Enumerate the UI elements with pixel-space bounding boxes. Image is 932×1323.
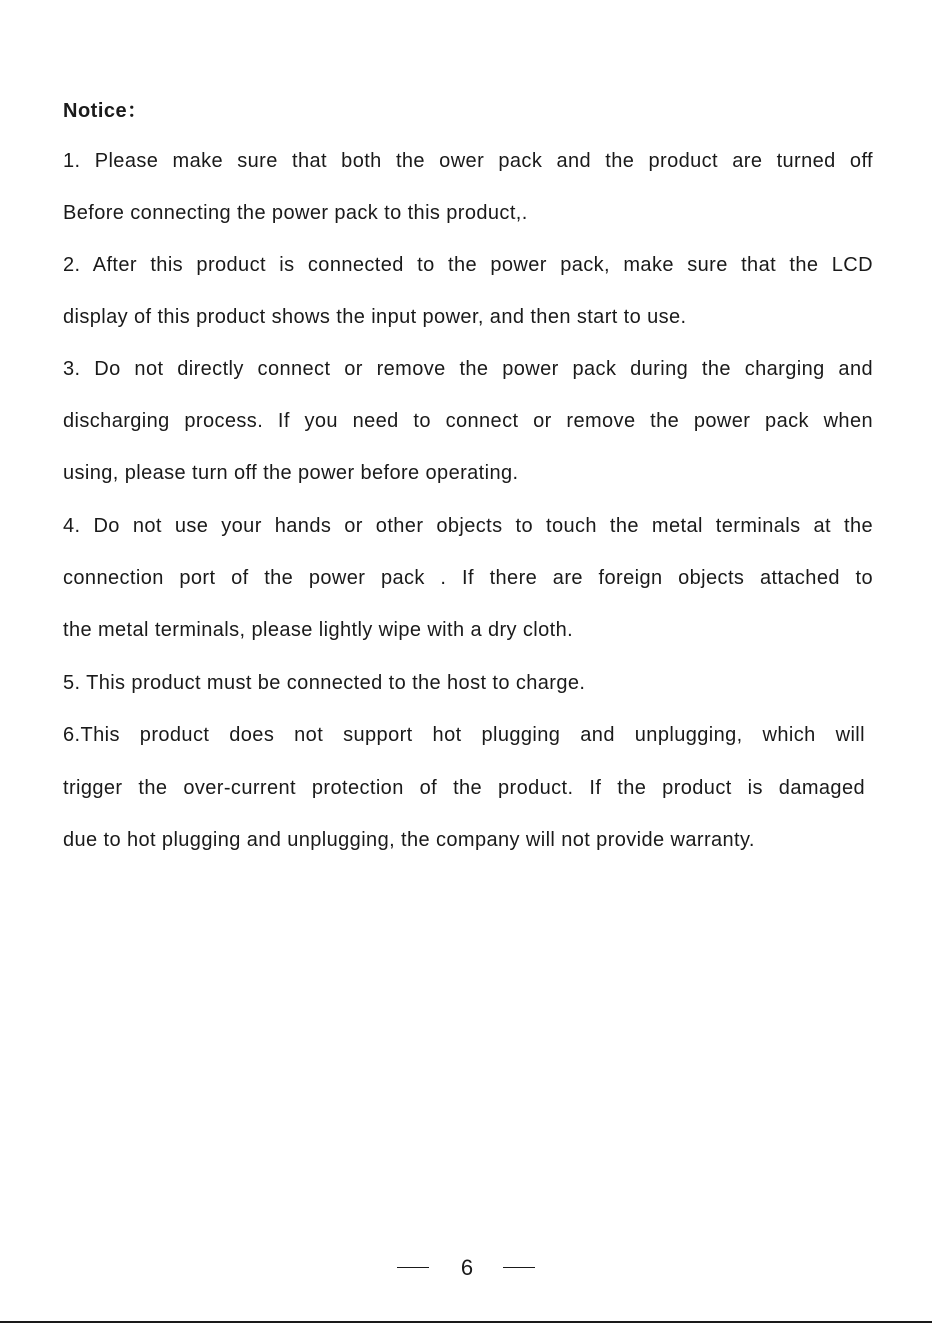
- notice-heading: [63, 94, 148, 123]
- notice-line: discharging process. If you need to connect or remove the power pack when: [63, 410, 873, 432]
- notice-line: display of this product shows the input power, and then start to use.: [63, 306, 687, 328]
- notice-line: 1. Please make sure that both the ower pack and the product are turned off: [63, 150, 873, 172]
- footer-rule-right: [503, 1267, 535, 1268]
- notice-line: connection port of the power pack . If there are foreign objects attached to: [63, 567, 873, 589]
- notice-line: 3. Do not directly connect or remove the power pack during the charging and: [63, 358, 873, 380]
- notice-line: Before connecting the power pack to this product,.: [63, 202, 528, 224]
- notice-line: 4. Do not use your hands or other objects to touch the metal terminals at the: [63, 515, 873, 537]
- notice-colon: ：: [127, 100, 148, 122]
- notice-line: 2. After this product is connected to the power pack, make sure that the LCD: [63, 254, 873, 276]
- footer-rule-left: [397, 1267, 429, 1268]
- notice-line: using, please turn off the power before operating.: [63, 462, 519, 484]
- notice-title-text: Notice: [63, 100, 128, 122]
- notice-line: the metal terminals, please lightly wipe with a dry cloth.: [63, 619, 574, 641]
- page-footer: [0, 1254, 932, 1284]
- notice-line: 6.This product does not support hot plugging and unplugging, which will: [63, 724, 865, 746]
- notice-line: trigger the over-current protection of the product. If the product is damaged: [63, 777, 865, 799]
- notice-line: 5. This product must be connected to the host to charge.: [63, 672, 586, 694]
- notice-line: due to hot plugging and unplugging, the company will not provide warranty.: [63, 829, 755, 851]
- page-number: 6: [460, 1255, 474, 1280]
